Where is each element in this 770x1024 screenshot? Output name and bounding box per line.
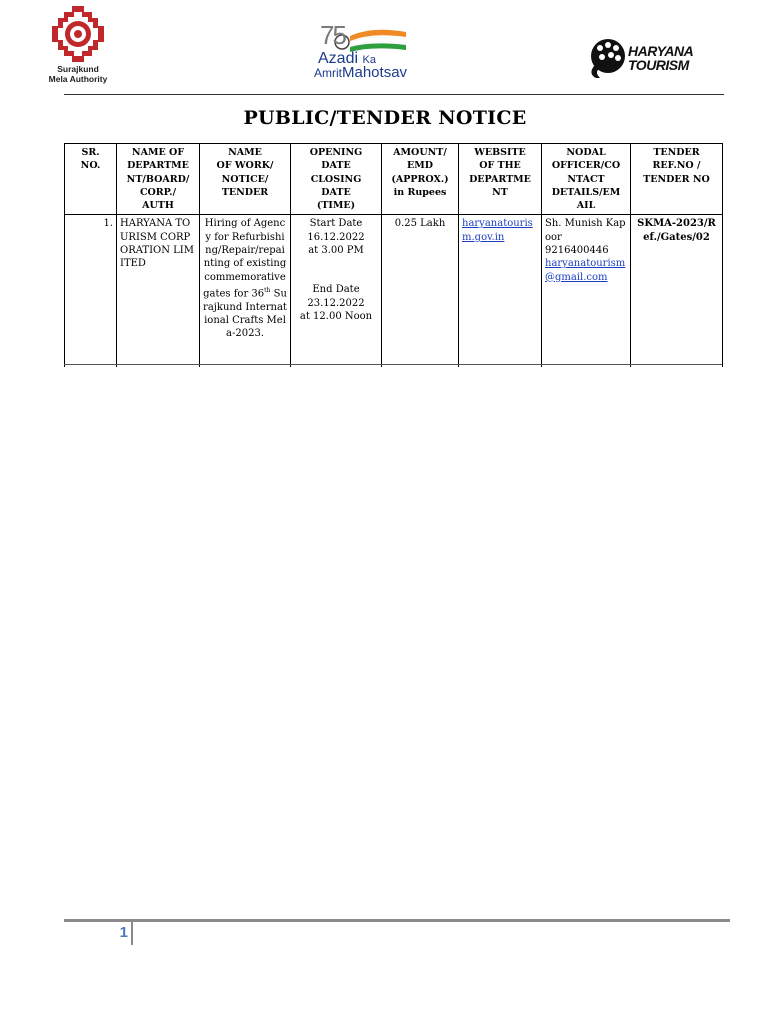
start-date: 16.12.2022: [307, 231, 365, 243]
header-department: NAME OF DEPARTME NT/BOARD/ CORP./ AUTH: [117, 144, 200, 215]
header-tender-ref: TENDER REF.NO / TENDER NO: [631, 144, 723, 215]
footer-separator: [131, 921, 133, 945]
header-amount: AMOUNT/ EMD (APPROX.) in Rupees: [382, 144, 459, 215]
surajkund-emblem-icon: [46, 4, 110, 64]
header-work: NAME OF WORK/ NOTICE/ TENDER: [200, 144, 291, 215]
haryana-tourism-logo: [586, 36, 706, 80]
azadi-number: 75: [320, 20, 345, 50]
right-logo-line1: HARYANA: [628, 43, 694, 59]
surajkund-logo: [38, 4, 118, 84]
cell-tender-ref: SKMA-2023/Ref./Gates/02: [631, 215, 723, 368]
officer-email-link[interactable]: haryanatourism@gmail.com: [545, 258, 626, 283]
website-link[interactable]: haryanatourism.gov.in: [462, 218, 533, 243]
header-dates: OPENING DATE CLOSING DATE (TIME): [291, 144, 382, 215]
footer-divider: [64, 919, 730, 922]
page-title: PUBLIC/TENDER NOTICE: [243, 107, 527, 129]
start-time: at 3.00 PM: [308, 245, 364, 257]
cell-amount: 0.25 Lakh: [382, 215, 459, 368]
amrit-word: Amrit: [314, 66, 342, 80]
cell-department: HARYANA TOURISM CORPORATION LIMITED: [117, 215, 200, 368]
end-label: End Date: [312, 284, 360, 296]
cell-work: [200, 215, 291, 368]
azadi-word: Azadi: [318, 50, 359, 67]
left-logo-line1: Surajkund: [57, 64, 99, 74]
work-superscript: th: [264, 286, 271, 294]
work-description-tail: Surajkund International Crafts Mela-2023.: [203, 288, 287, 340]
ka-word: Ka: [362, 54, 376, 66]
mahotsav-word: Mahotsav: [342, 64, 408, 81]
left-logo-line2: Mela Authority: [48, 74, 108, 84]
start-label: Start Date: [309, 218, 363, 230]
end-date: 23.12.2022: [307, 297, 365, 309]
officer-name: Sh. Munish Kapoor: [545, 218, 626, 243]
header-website: WEBSITE OF THE DEPARTME NT: [459, 144, 542, 215]
azadi-logo: [312, 22, 412, 86]
cell-sr-no: 1.: [65, 215, 117, 368]
table-header-row: [65, 144, 723, 215]
table-bottom-rule: [64, 364, 722, 365]
cell-dates: [291, 215, 382, 368]
page-number: 1: [119, 924, 128, 941]
cell-website: [459, 215, 542, 368]
header-sr-no: SR. NO.: [65, 144, 117, 215]
work-description: Hiring of Agency for Refurbishing/Repair/repainting of existing commemorative gates for 36: [203, 218, 287, 300]
letterhead: [0, 0, 770, 100]
end-time: at 12.00 Noon: [299, 310, 373, 322]
right-logo-line2: TOURISM: [628, 57, 689, 73]
header-divider: [64, 94, 724, 95]
tender-table: [64, 143, 723, 367]
table-row: [65, 215, 723, 368]
header-nodal-officer: NODAL OFFICER/CO NTACT DETAILS/EM AIL: [542, 144, 631, 215]
peacock-icon: [586, 36, 626, 80]
officer-phone: 9216400446: [545, 245, 609, 257]
cell-nodal-officer: [542, 215, 631, 368]
